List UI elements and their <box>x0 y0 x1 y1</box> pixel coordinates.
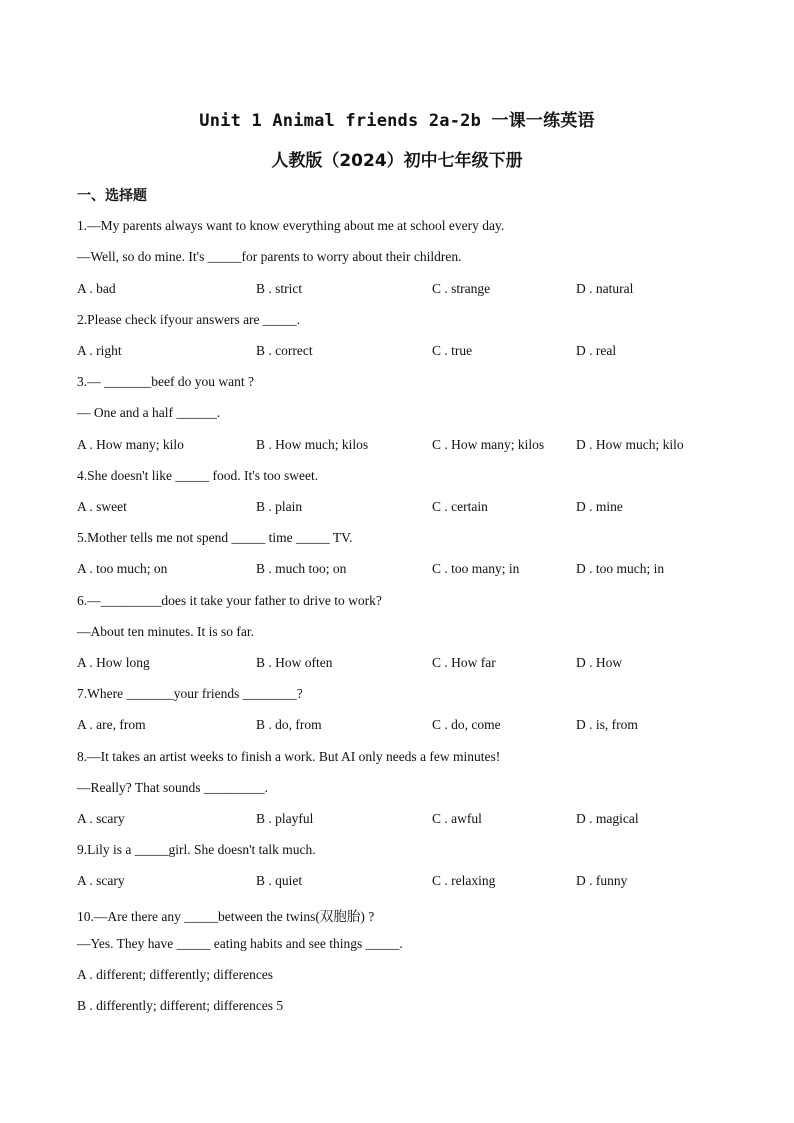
question-2-option-b: B . correct <box>256 343 313 358</box>
question-2-line-1: 2.Please check ifyour answers are _____. <box>77 312 301 327</box>
question-8-option-b: B . playful <box>256 811 314 826</box>
question-6-option-b: B . How often <box>256 655 333 670</box>
question-1-line-1: 1.—My parents always want to know everything about me at school every day. <box>77 218 505 233</box>
question-2-option-d: D . real <box>576 343 617 358</box>
document-subtitle: 人教版（2024）初中七年级下册 <box>271 151 523 171</box>
question-5-line-1: 5.Mother tells me not spend _____ time _____ TV. <box>77 530 353 545</box>
question-5-option-a: A . too much; on <box>77 561 168 576</box>
section-heading: 一、选择题 <box>77 188 147 204</box>
question-4-option-a: A . sweet <box>77 499 127 514</box>
question-9-option-a: A . scary <box>77 873 125 888</box>
question-6-line-1: 6.—_________does it take your father to drive to work? <box>77 593 382 608</box>
question-1-option-d: D . natural <box>576 281 634 296</box>
question-8-option-c: C . awful <box>432 811 482 826</box>
question-2-option-a: A . right <box>77 343 122 358</box>
question-5-option-b: B . much too; on <box>256 561 347 576</box>
question-9-option-c: C . relaxing <box>432 873 496 888</box>
question-8-line-1: 8.—It takes an artist weeks to finish a work. But AI only needs a few minutes! <box>77 749 501 764</box>
question-10-line-1: 10.—Are there any _____between the twins(双胞胎) ? <box>77 909 375 924</box>
question-6-option-a: A . How long <box>77 655 150 670</box>
question-8-line-2: —Really? That sounds _________. <box>77 780 268 795</box>
question-1-option-a: A . bad <box>77 281 116 296</box>
question-7-option-b: B . do, from <box>256 717 322 732</box>
question-6-option-c: C . How far <box>432 655 496 670</box>
question-4-option-c: C . certain <box>432 499 488 514</box>
question-10-option-a: A . different; differently; differences <box>77 967 274 982</box>
question-9-option-d: D . funny <box>576 873 628 888</box>
question-4-option-b: B . plain <box>256 499 303 514</box>
document-title: Unit 1 Animal friends 2a-2b 一课一练英语 <box>199 111 595 131</box>
question-3-option-c: C . How many; kilos <box>432 437 545 452</box>
question-3-line-1: 3.— _______beef do you want ? <box>77 374 254 389</box>
question-3-option-a: A . How many; kilo <box>77 437 184 452</box>
question-10-option-b: B . differently; different; differences 5 <box>77 998 284 1013</box>
question-6-option-d: D . How <box>576 655 623 670</box>
question-1-line-2: —Well, so do mine. It's _____for parents to worry about their children. <box>77 249 462 264</box>
question-5-option-c: C . too many; in <box>432 561 520 576</box>
question-8-option-d: D . magical <box>576 811 639 826</box>
question-3-option-b: B . How much; kilos <box>256 437 369 452</box>
question-5-option-d: D . too much; in <box>576 561 665 576</box>
question-6-line-2: —About ten minutes. It is so far. <box>77 624 254 639</box>
question-7-option-d: D . is, from <box>576 717 638 732</box>
question-4-option-d: D . mine <box>576 499 623 514</box>
question-8-option-a: A . scary <box>77 811 125 826</box>
question-9-line-1: 9.Lily is a _____girl. She doesn't talk much. <box>77 842 316 857</box>
question-3-line-2: — One and a half ______. <box>77 405 221 420</box>
question-2-option-c: C . true <box>432 343 473 358</box>
question-7-line-1: 7.Where _______your friends ________? <box>77 686 303 701</box>
question-4-line-1: 4.She doesn't like _____ food. It's too sweet. <box>77 468 319 483</box>
question-7-option-a: A . are, from <box>77 717 146 732</box>
question-1-option-b: B . strict <box>256 281 303 296</box>
question-10-line-2: —Yes. They have _____ eating habits and see things _____. <box>77 936 403 951</box>
question-9-option-b: B . quiet <box>256 873 303 888</box>
question-3-option-d: D . How much; kilo <box>576 437 684 452</box>
question-7-option-c: C . do, come <box>432 717 501 732</box>
question-1-option-c: C . strange <box>432 281 491 296</box>
